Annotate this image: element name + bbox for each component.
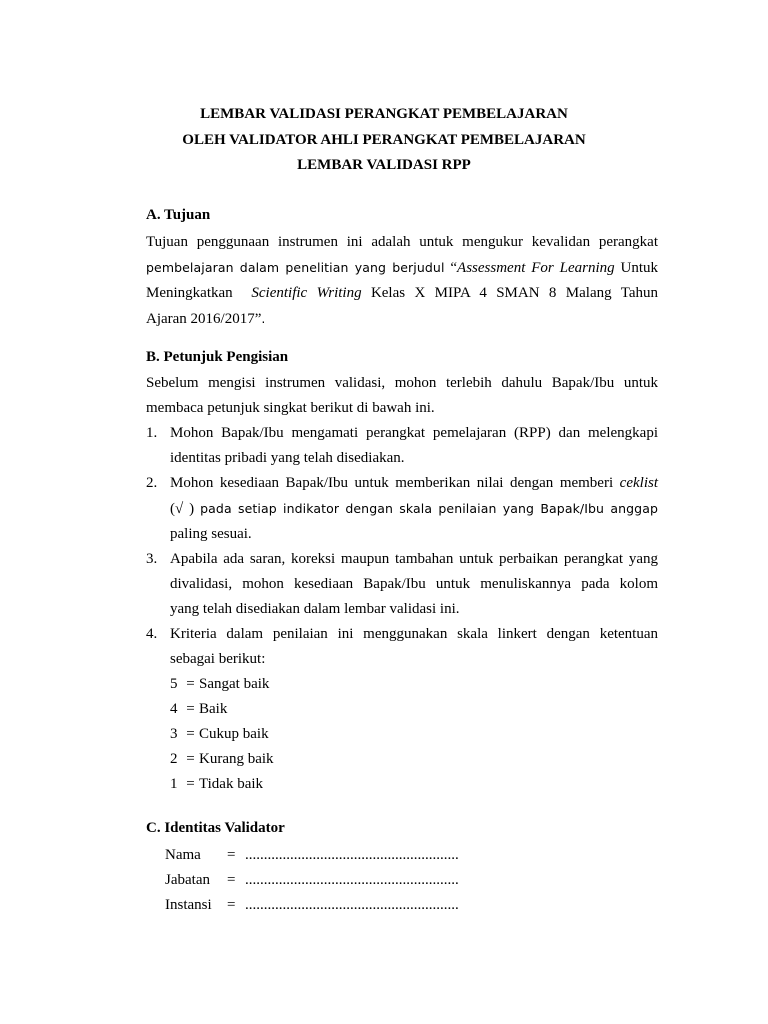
list-line	[170, 496, 658, 522]
scale-value: 5	[170, 676, 178, 692]
list-number: 1.	[146, 425, 158, 441]
section-b-heading: B. Petunjuk Pengisian	[146, 349, 289, 365]
section-a-paragraph	[146, 230, 658, 332]
list-line: divalidasi, mohon kesediaan Bapak/Ibu untuk menuliskannya pada kolom	[170, 576, 658, 592]
section-b-intro	[146, 371, 658, 421]
paragraph-text: Ajaran 2016/2017”	[146, 311, 262, 327]
list-line: Mohon Bapak/Ibu mengamati perangkat pemelajaran (RPP) dan melengkapi	[170, 425, 658, 441]
list-line: paling sesuai.	[170, 526, 252, 542]
document-title: LEMBAR VALIDASI PERANGKAT PEMBELAJARAN	[200, 106, 568, 122]
identity-row-jabatan	[165, 868, 459, 893]
paragraph-text: .	[261, 311, 266, 326]
ceklist-italic: ceklist	[619, 475, 658, 491]
document-subtitle: OLEH VALIDATOR AHLI PERANGKAT PEMBELAJARAN	[182, 132, 586, 148]
list-number: 4.	[146, 626, 158, 642]
identity-row-nama	[165, 843, 459, 868]
list-line: Apabila ada saran, koreksi maupun tambahan untuk perbaikan perangkat yang	[170, 551, 658, 567]
instruction-list	[146, 421, 658, 672]
list-item	[146, 622, 658, 672]
paragraph-line: Tujuan penggunaan instrumen ini adalah untuk mengukur kevalidan perangkat	[146, 234, 658, 250]
scale-label: Sangat baik	[199, 676, 270, 692]
identity-fill-line: .........................................................	[245, 872, 459, 888]
list-number: 2.	[146, 475, 158, 491]
paragraph-text: Kelas X MIPA 4 SMAN 8 Malang Tahun	[361, 285, 658, 301]
paragraph-text: pembelajaran dalam penelitian yang berjudul	[146, 260, 445, 275]
list-item	[146, 471, 658, 547]
scale-row	[170, 697, 274, 722]
research-title-italic: Assessment For Learning	[457, 260, 615, 276]
paragraph-line	[146, 255, 658, 281]
scale-value: 4	[170, 701, 178, 717]
scale-equals: =	[186, 751, 195, 767]
paragraph-line: membaca petunjuk singkat berikut di bawah ini.	[146, 400, 435, 416]
section-c-heading: C. Identitas Validator	[146, 820, 285, 836]
scale-label: Kurang baik	[199, 751, 274, 767]
identity-equals: =	[227, 847, 236, 863]
rating-scale	[170, 672, 274, 797]
scale-equals: =	[186, 726, 195, 742]
scale-equals: =	[186, 776, 195, 792]
scale-equals: =	[186, 676, 195, 692]
scale-value: 1	[170, 776, 178, 792]
scale-value: 2	[170, 751, 178, 767]
identity-fill-line: .........................................................	[245, 897, 459, 913]
open-quote: “	[444, 260, 458, 276]
list-item	[146, 547, 658, 622]
checkmark-symbol: (√ )	[170, 501, 201, 517]
identity-equals: =	[227, 897, 236, 913]
identity-label: Nama	[165, 847, 201, 863]
paragraph-line: Sebelum mengisi instrumen validasi, mohon terlebih dahulu Bapak/Ibu untuk	[146, 375, 658, 391]
paragraph-text: Meningkatkan	[146, 285, 252, 301]
scale-equals: =	[186, 701, 195, 717]
scale-label: Tidak baik	[199, 776, 264, 792]
section-a-heading: A. Tujuan	[146, 207, 211, 223]
identity-label: Jabatan	[165, 872, 210, 888]
list-line	[170, 471, 658, 496]
paragraph-text: Untuk	[614, 260, 658, 276]
list-line: sebagai berikut:	[170, 651, 266, 667]
identity-row-instansi	[165, 893, 459, 918]
scale-row	[170, 772, 274, 797]
scale-label: Cukup baik	[199, 726, 269, 742]
scale-row	[170, 672, 274, 697]
scale-row	[170, 722, 274, 747]
paragraph-line	[146, 306, 658, 332]
identity-fill-line: .........................................................	[245, 847, 459, 863]
scale-label: Baik	[199, 701, 228, 717]
paragraph-line	[146, 281, 658, 306]
list-text: Mohon kesediaan Bapak/Ibu untuk memberikan nilai dengan memberi	[170, 475, 620, 491]
document-subtitle-rpp: LEMBAR VALIDASI RPP	[297, 157, 471, 173]
identity-equals: =	[227, 872, 236, 888]
research-title-italic: Scientific Writing	[251, 285, 362, 301]
list-item	[146, 421, 658, 471]
scale-value: 3	[170, 726, 178, 742]
validator-identity	[165, 843, 459, 918]
identity-label: Instansi	[165, 897, 212, 913]
list-text: pada setiap indikator dengan skala penilaian yang Bapak/Ibu anggap	[200, 501, 658, 516]
list-line: Kriteria dalam penilaian ini menggunakan skala linkert dengan ketentuan	[170, 626, 658, 642]
list-line: yang telah disediakan dalam lembar validasi ini.	[170, 601, 460, 617]
list-number: 3.	[146, 551, 158, 567]
list-line: identitas pribadi yang telah disediakan.	[170, 450, 405, 466]
scale-row	[170, 747, 274, 772]
